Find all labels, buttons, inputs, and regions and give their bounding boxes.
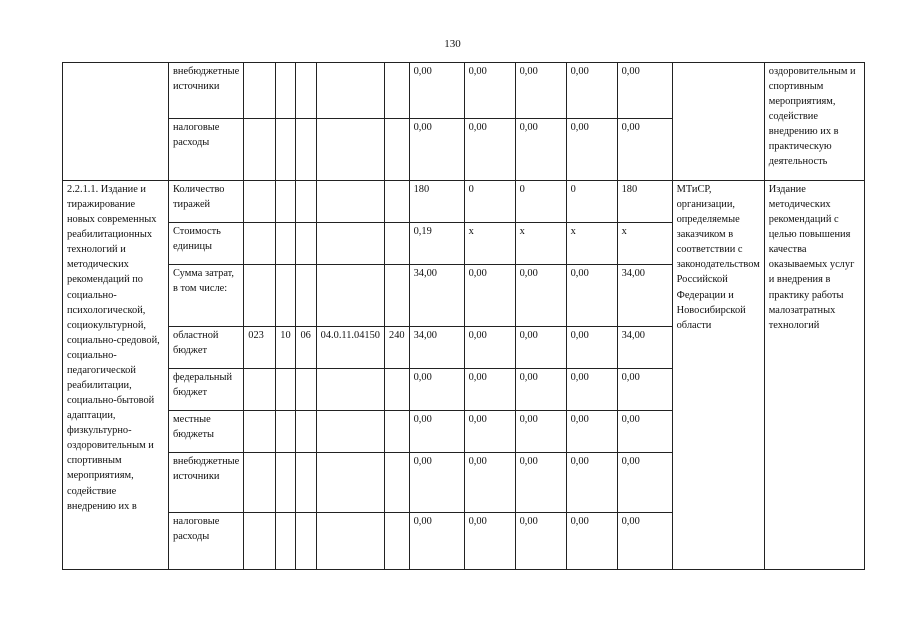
table-row — [63, 63, 865, 119]
pr-code — [295, 453, 316, 513]
value-cell: 0,00 — [566, 513, 617, 570]
rz-code — [276, 453, 295, 513]
executor-cell-empty — [672, 63, 764, 181]
source-label: внебюджетные источники — [169, 63, 244, 119]
csr-code — [316, 119, 384, 181]
pr-code: 06 — [295, 327, 316, 369]
pr-code — [295, 369, 316, 411]
value-cell: 34,00 — [617, 327, 672, 369]
pr-code — [295, 513, 316, 570]
rz-code — [276, 223, 295, 265]
source-label: внебюджетные источники — [169, 453, 244, 513]
grbs-code — [244, 181, 276, 223]
value-cell: 0,00 — [515, 513, 566, 570]
program-table — [62, 62, 865, 570]
value-cell: 0,00 — [409, 453, 464, 513]
value-cell: 0,00 — [409, 369, 464, 411]
source-label: налоговые расходы — [169, 119, 244, 181]
vr-code — [385, 265, 410, 327]
value-cell: 0,00 — [617, 513, 672, 570]
value-cell: 0 — [464, 181, 515, 223]
value-cell: 0,00 — [409, 119, 464, 181]
value-cell: 34,00 — [409, 327, 464, 369]
csr-code — [316, 63, 384, 119]
vr-code — [385, 453, 410, 513]
rz-code — [276, 119, 295, 181]
source-label: налоговые расходы — [169, 513, 244, 570]
csr-code — [316, 453, 384, 513]
rz-code — [276, 513, 295, 570]
value-cell: 0,00 — [515, 63, 566, 119]
value-cell: 0,00 — [617, 63, 672, 119]
pr-code — [295, 411, 316, 453]
value-cell: 0,00 — [409, 411, 464, 453]
grbs-code — [244, 223, 276, 265]
grbs-code — [244, 453, 276, 513]
pr-code — [295, 63, 316, 119]
value-cell: 180 — [409, 181, 464, 223]
grbs-code — [244, 63, 276, 119]
csr-code — [316, 411, 384, 453]
value-cell: 180 — [617, 181, 672, 223]
source-label: Количество тиражей — [169, 181, 244, 223]
executor-cell: МТиСР, организации, определяемые заказчиком в соответствии с законодательством Российской Федерации и Новосибирской области — [672, 181, 764, 570]
value-cell: 0,00 — [515, 327, 566, 369]
grbs-code: 023 — [244, 327, 276, 369]
pr-code — [295, 223, 316, 265]
value-cell: 0,00 — [464, 513, 515, 570]
rz-code — [276, 369, 295, 411]
grbs-code — [244, 369, 276, 411]
source-label: областной бюджет — [169, 327, 244, 369]
value-cell: 0,19 — [409, 223, 464, 265]
value-cell: х — [464, 223, 515, 265]
value-cell: 0,00 — [566, 119, 617, 181]
source-label: Сумма затрат, в том числе: — [169, 265, 244, 327]
value-cell: 0,00 — [617, 369, 672, 411]
vr-code — [385, 411, 410, 453]
value-cell: 34,00 — [617, 265, 672, 327]
rz-code — [276, 181, 295, 223]
value-cell: 0,00 — [464, 119, 515, 181]
grbs-code — [244, 513, 276, 570]
pr-code — [295, 265, 316, 327]
csr-code — [316, 223, 384, 265]
result-cell: Издание методических рекомендаций с целью повышения качества оказываемых услуг и внедрения в практику работы малозатратных технологий — [764, 181, 864, 570]
value-cell: 0 — [566, 181, 617, 223]
value-cell: х — [617, 223, 672, 265]
rz-code — [276, 411, 295, 453]
value-cell: 0,00 — [464, 63, 515, 119]
grbs-code — [244, 119, 276, 181]
vr-code — [385, 181, 410, 223]
value-cell: х — [515, 223, 566, 265]
value-cell: 0,00 — [617, 411, 672, 453]
csr-code — [316, 181, 384, 223]
table-row — [63, 181, 865, 223]
pr-code — [295, 181, 316, 223]
value-cell: 0,00 — [566, 265, 617, 327]
value-cell: 0,00 — [464, 453, 515, 513]
event-cell-empty — [63, 63, 169, 181]
value-cell: 0,00 — [515, 369, 566, 411]
result-cell: оздоровительным и спортивным мероприятиям, содействие внедрению их в практическую деятельность — [764, 63, 864, 181]
rz-code: 10 — [276, 327, 295, 369]
value-cell: 0,00 — [515, 411, 566, 453]
source-label: федеральный бюджет — [169, 369, 244, 411]
csr-code — [316, 265, 384, 327]
source-label: местные бюджеты — [169, 411, 244, 453]
page-number: 130 — [444, 38, 461, 50]
csr-code — [316, 513, 384, 570]
vr-code — [385, 223, 410, 265]
csr-code — [316, 369, 384, 411]
value-cell: 0,00 — [566, 453, 617, 513]
event-cell: 2.2.1.1. Издание и тиражирование новых современных реабилитационных технологий и методических рекомендаций по социально-психологической, социокультурной, социально-средовой, социально-педагогической реабилитации, социально-бытовой адаптации, физкультурно-оздоровительным и спортивным мероприятиям, содействие внедрению их в — [63, 181, 169, 570]
value-cell: 0,00 — [515, 265, 566, 327]
value-cell: 0,00 — [515, 453, 566, 513]
value-cell: х — [566, 223, 617, 265]
rz-code — [276, 265, 295, 327]
value-cell: 0,00 — [464, 411, 515, 453]
vr-code: 240 — [385, 327, 410, 369]
grbs-code — [244, 411, 276, 453]
value-cell: 0,00 — [409, 513, 464, 570]
vr-code — [385, 513, 410, 570]
value-cell: 0,00 — [464, 265, 515, 327]
value-cell: 0,00 — [566, 63, 617, 119]
vr-code — [385, 63, 410, 119]
source-label: Стоимость единицы — [169, 223, 244, 265]
grbs-code — [244, 265, 276, 327]
csr-code: 04.0.11.04150 — [316, 327, 384, 369]
value-cell: 0 — [515, 181, 566, 223]
value-cell: 0,00 — [566, 411, 617, 453]
value-cell: 0,00 — [464, 327, 515, 369]
value-cell: 0,00 — [464, 369, 515, 411]
value-cell: 0,00 — [566, 369, 617, 411]
value-cell: 0,00 — [617, 119, 672, 181]
value-cell: 0,00 — [409, 63, 464, 119]
vr-code — [385, 119, 410, 181]
value-cell: 0,00 — [566, 327, 617, 369]
value-cell: 0,00 — [617, 453, 672, 513]
value-cell: 34,00 — [409, 265, 464, 327]
pr-code — [295, 119, 316, 181]
rz-code — [276, 63, 295, 119]
vr-code — [385, 369, 410, 411]
value-cell: 0,00 — [515, 119, 566, 181]
